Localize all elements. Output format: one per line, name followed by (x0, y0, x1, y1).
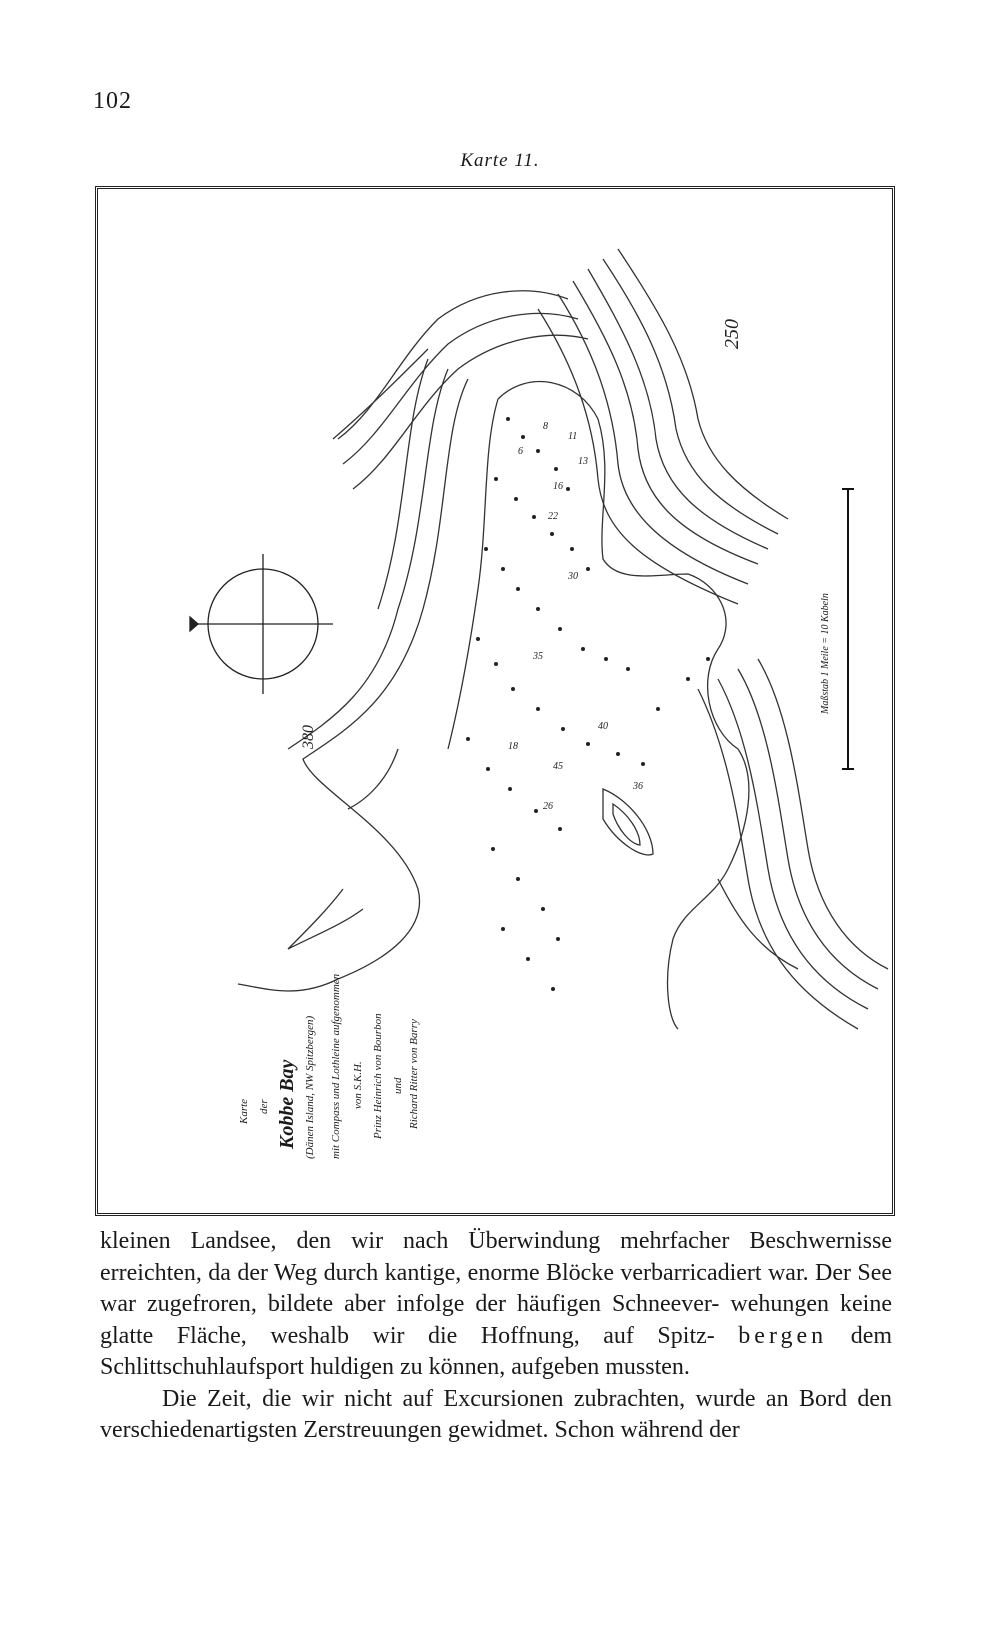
text-line: wehungen keine glatte Fläche, weshalb wir die Hoffnung, auf Spitz- (100, 1291, 892, 1349)
contour-lines (238, 249, 888, 1029)
text-line: dem Schlittschuhlaufsport huldigen zu können, aufgeben mussten. (100, 1322, 893, 1380)
sounding-label: 22 (548, 511, 558, 522)
sounding-label: 30 (568, 571, 578, 582)
depth-label-380: 380 (300, 725, 317, 749)
sounding-label: 13 (578, 456, 588, 467)
body-text (100, 1226, 892, 1447)
page-number: 102 (93, 88, 132, 114)
sounding-label: 11 (568, 431, 578, 442)
map-figure (95, 186, 895, 1216)
sounding-label: 26 (543, 801, 553, 812)
emphasized-word: bergen (738, 1322, 828, 1349)
text-line: den verschiedenartigsten Zerstreuungen gewidmet. Schon während der (100, 1385, 893, 1443)
text-line: erreichten, da der Weg durch kantige, enorme Blöcke verbarricadiert war. (100, 1259, 809, 1286)
legend-line: Richard Ritter von Barry (408, 1019, 420, 1129)
chart-map-drawing (98, 189, 892, 1213)
sounding-label: 40 (598, 721, 608, 732)
paragraph-2 (100, 1384, 892, 1447)
compass-rose-icon (190, 554, 333, 694)
legend-line: der (258, 1099, 270, 1114)
text-line: kleinen Landsee, den wir nach Überwindung mehrfacher Beschwernisse (100, 1228, 892, 1254)
legend-line: mit Compass und Lothleine aufgenommen (330, 973, 342, 1159)
map-caption: Karte 11. (460, 150, 540, 171)
text-line: Der See war zugefroren, bildete aber infolge der häufigen Schneever- (100, 1259, 892, 1317)
legend-line: und (392, 1077, 404, 1094)
depth-label-250: 250 (721, 319, 743, 349)
sounding-label: 36 (633, 781, 643, 792)
sounding-label: 8 (543, 421, 548, 432)
legend-line: (Dänen Island, NW Spitzbergen) (304, 1015, 316, 1159)
scale-bar (842, 489, 854, 769)
legend-line: von S.K.H. (352, 1061, 364, 1109)
sounding-label: 35 (533, 651, 543, 662)
sounding-label: 45 (553, 761, 563, 772)
legend-line: Prinz Heinrich von Bourbon (372, 1013, 384, 1139)
legend-line: Karte (238, 1098, 250, 1124)
scale-label: Maßstab 1 Meile = 10 Kabeln (820, 593, 831, 714)
paragraph-1 (100, 1226, 892, 1384)
text-line: Die Zeit, die wir nicht auf Excursionen zubrachten, wurde an Bord (162, 1385, 847, 1412)
sounding-label: 16 (553, 481, 563, 492)
sounding-label: 18 (508, 741, 518, 752)
soundings (466, 417, 710, 991)
sounding-label: 6 (518, 446, 523, 457)
legend-title: Kobbe Bay (276, 1059, 298, 1149)
